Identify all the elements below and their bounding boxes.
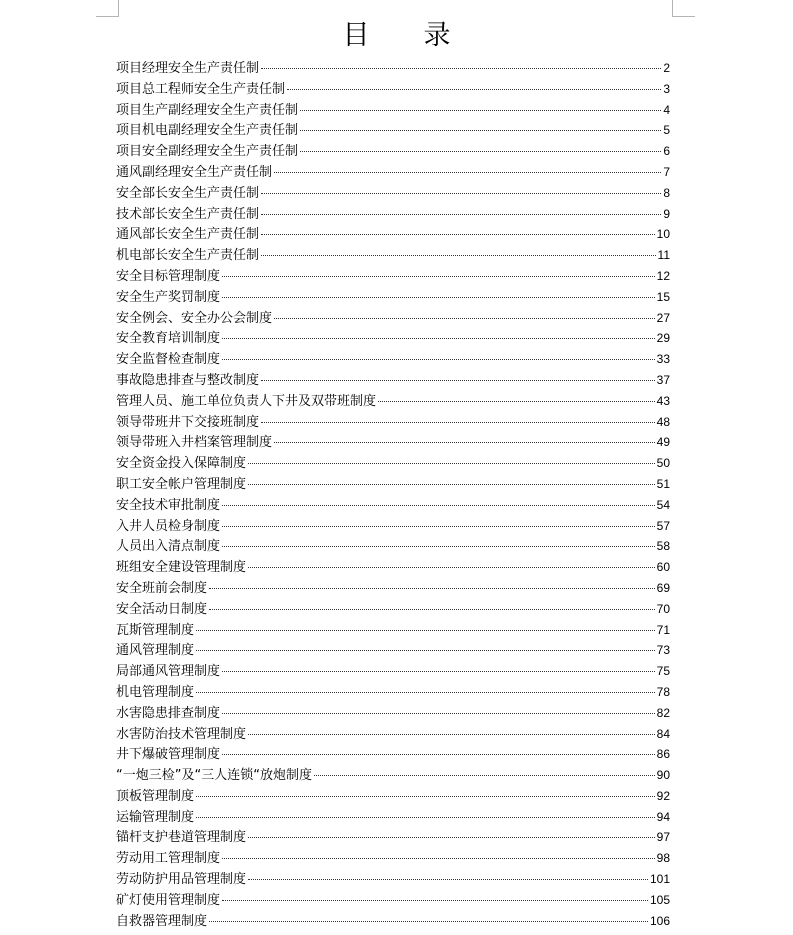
- toc-entry[interactable]: [116, 557, 670, 578]
- toc-entry[interactable]: [116, 162, 670, 183]
- toc-entry-page-number[interactable]: 97: [656, 830, 670, 845]
- toc-entry-title[interactable]: 瓦斯管理制度: [116, 622, 195, 638]
- dot-leader: [248, 484, 655, 485]
- toc-entry-title[interactable]: 水害隐患排查制度: [116, 705, 221, 721]
- toc-entry-page-number[interactable]: 101: [649, 872, 670, 887]
- toc-entry-title[interactable]: 班组安全建设管理制度: [116, 560, 247, 576]
- toc-entry-page-number[interactable]: 5: [663, 123, 670, 138]
- dot-leader: [300, 130, 661, 131]
- toc-entry-page-number[interactable]: 8: [663, 185, 670, 200]
- toc-entry-title[interactable]: 安全目标管理制度: [116, 268, 221, 284]
- toc-entry[interactable]: [116, 869, 670, 890]
- dot-leader: [261, 234, 655, 235]
- toc-entry-page-number[interactable]: 71: [656, 622, 670, 637]
- dot-leader: [261, 255, 656, 256]
- dot-leader: [222, 546, 655, 547]
- toc-entry-title[interactable]: 项目生产副经理安全生产责任制: [116, 102, 299, 118]
- dot-leader: [300, 110, 661, 111]
- dot-leader: [209, 609, 655, 610]
- toc-entry-title[interactable]: 安全部长安全生产责任制: [116, 185, 260, 201]
- toc-entry-title[interactable]: 水害防治技术管理制度: [116, 726, 247, 742]
- toc-entry-page-number[interactable]: 10: [656, 227, 670, 242]
- toc-entry-title[interactable]: 劳动防护用品管理制度: [116, 872, 247, 888]
- toc-entry-title[interactable]: 通风管理制度: [116, 643, 195, 659]
- toc-entry-page-number[interactable]: 98: [656, 851, 670, 866]
- toc-entry-title[interactable]: 安全生产奖罚制度: [116, 289, 221, 305]
- dot-leader: [314, 775, 655, 776]
- toc-entry[interactable]: [116, 328, 670, 349]
- toc-entry-page-number[interactable]: 6: [663, 144, 670, 159]
- toc-entry[interactable]: [116, 786, 670, 807]
- toc-entry-page-number[interactable]: 58: [656, 539, 670, 554]
- toc-entry[interactable]: [116, 100, 670, 121]
- toc-entry-title[interactable]: 安全监督检查制度: [116, 352, 221, 368]
- toc-entry-page-number[interactable]: 94: [656, 809, 670, 824]
- dot-leader: [222, 671, 655, 672]
- toc-entry-page-number[interactable]: 37: [656, 372, 670, 387]
- toc-entry-page-number[interactable]: 75: [656, 664, 670, 679]
- toc-entry-title[interactable]: 通风部长安全生产责任制: [116, 227, 260, 243]
- dot-leader: [261, 380, 655, 381]
- toc-entry[interactable]: [116, 58, 670, 79]
- toc-entry-title[interactable]: 顶板管理制度: [116, 788, 195, 804]
- toc-entry[interactable]: [116, 474, 670, 495]
- toc-entry[interactable]: [116, 827, 670, 848]
- dot-leader: [222, 505, 655, 506]
- dot-leader: [222, 713, 655, 714]
- dot-leader: [196, 650, 655, 651]
- toc-entry-page-number[interactable]: 12: [656, 268, 670, 283]
- toc-entry-page-number[interactable]: 90: [656, 768, 670, 783]
- toc-entry-page-number[interactable]: 4: [663, 102, 670, 117]
- toc-entry-page-number[interactable]: 51: [656, 476, 670, 491]
- toc-entry[interactable]: [116, 911, 670, 932]
- toc-entry[interactable]: [116, 620, 670, 641]
- dot-leader: [222, 754, 655, 755]
- toc-entry-title[interactable]: 领导带班入井档案管理制度: [116, 435, 273, 451]
- toc-entry[interactable]: [116, 703, 670, 724]
- crop-mark-top-right: [672, 0, 695, 17]
- toc-entry[interactable]: [116, 287, 670, 308]
- toc-entry-title[interactable]: 技术部长安全生产责任制: [116, 206, 260, 222]
- toc-entry-page-number[interactable]: 9: [663, 206, 670, 221]
- toc-entry-title[interactable]: 安全资金投入保障制度: [116, 456, 247, 472]
- toc-entry-title[interactable]: 项目安全副经理安全生产责任制: [116, 144, 299, 160]
- toc-entry-page-number[interactable]: 3: [663, 81, 670, 96]
- toc-entry-page-number[interactable]: 43: [656, 393, 670, 408]
- dot-leader: [222, 276, 655, 277]
- dot-leader: [274, 318, 655, 319]
- toc-entry-title[interactable]: “一炮三检”及“三人连锁“放炮制度: [116, 768, 312, 784]
- toc-entry[interactable]: [116, 224, 670, 245]
- toc-entry-title[interactable]: 机电管理制度: [116, 684, 195, 700]
- toc-entry[interactable]: [116, 661, 670, 682]
- dot-leader: [261, 214, 661, 215]
- toc-entry-page-number[interactable]: 29: [656, 331, 670, 346]
- toc-entry-title[interactable]: 项目经理安全生产责任制: [116, 61, 260, 76]
- toc-entry[interactable]: [116, 204, 670, 225]
- toc-entry[interactable]: [116, 807, 670, 828]
- dot-leader: [300, 151, 661, 152]
- toc-entry-title[interactable]: 项目机电副经理安全生产责任制: [116, 123, 299, 139]
- toc-entry-title[interactable]: 安全教育培训制度: [116, 331, 221, 347]
- table-of-contents: [116, 58, 670, 931]
- toc-entry-page-number[interactable]: 84: [656, 726, 670, 741]
- toc-entry-page-number[interactable]: 105: [649, 892, 670, 907]
- toc-entry-page-number[interactable]: 73: [656, 643, 670, 658]
- toc-entry[interactable]: [116, 391, 670, 412]
- toc-entry-title[interactable]: 通风副经理安全生产责任制: [116, 164, 273, 180]
- toc-entry[interactable]: [116, 370, 670, 391]
- dot-leader: [378, 401, 655, 402]
- toc-entry-page-number[interactable]: 54: [656, 497, 670, 512]
- toc-entry-page-number[interactable]: 49: [656, 435, 670, 450]
- toc-entry-page-number[interactable]: 7: [663, 164, 670, 179]
- toc-entry-page-number[interactable]: 82: [656, 705, 670, 720]
- dot-leader: [196, 796, 655, 797]
- toc-entry[interactable]: [116, 141, 670, 162]
- dot-leader: [248, 837, 655, 838]
- dot-leader: [287, 89, 661, 90]
- toc-entry-title[interactable]: 安全活动日制度: [116, 601, 208, 617]
- toc-entry[interactable]: [116, 640, 670, 661]
- crop-mark-top-left: [96, 0, 119, 17]
- toc-entry-title[interactable]: 管理人员、施工单位负责人下井及双带班制度: [116, 393, 377, 409]
- toc-entry-title[interactable]: 安全班前会制度: [116, 580, 208, 596]
- toc-entry[interactable]: [116, 516, 670, 537]
- dot-leader: [261, 193, 661, 194]
- toc-entry[interactable]: [116, 682, 670, 703]
- toc-entry[interactable]: [116, 349, 670, 370]
- toc-entry-title[interactable]: 锚杆支护巷道管理制度: [116, 830, 247, 846]
- dot-leader: [196, 817, 655, 818]
- toc-entry-title[interactable]: 事故隐患排查与整改制度: [116, 372, 260, 388]
- dot-leader: [209, 921, 648, 922]
- dot-leader: [222, 359, 655, 360]
- dot-leader: [248, 463, 655, 464]
- toc-title: 目 录: [342, 20, 451, 51]
- toc-entry[interactable]: [116, 79, 670, 100]
- toc-entry[interactable]: [116, 495, 670, 516]
- toc-entry-page-number[interactable]: 60: [656, 560, 670, 575]
- toc-entry-title[interactable]: 自救器管理制度: [116, 913, 208, 929]
- toc-entry-title[interactable]: 入井人员检身制度: [116, 518, 221, 534]
- toc-entry-title[interactable]: 机电部长安全生产责任制: [116, 248, 260, 264]
- toc-entry[interactable]: [116, 599, 670, 620]
- dot-leader: [248, 567, 655, 568]
- dot-leader: [222, 900, 648, 901]
- toc-entry[interactable]: [116, 890, 670, 911]
- dot-leader: [222, 338, 655, 339]
- dot-leader: [222, 858, 655, 859]
- toc-entry-page-number[interactable]: 57: [656, 518, 670, 533]
- toc-entry-page-number[interactable]: 70: [656, 601, 670, 616]
- dot-leader: [274, 172, 661, 173]
- toc-entry-page-number[interactable]: 92: [656, 788, 670, 803]
- toc-entry[interactable]: [116, 308, 670, 329]
- toc-entry-page-number[interactable]: 15: [656, 289, 670, 304]
- dot-leader: [209, 588, 655, 589]
- toc-entry-page-number[interactable]: 27: [656, 310, 670, 325]
- toc-entry[interactable]: [116, 744, 670, 765]
- toc-entry-title[interactable]: 领导带班井下交接班制度: [116, 414, 260, 430]
- toc-entry[interactable]: [116, 120, 670, 141]
- toc-entry-page-number[interactable]: 69: [656, 580, 670, 595]
- toc-entry-title[interactable]: 局部通风管理制度: [116, 664, 221, 680]
- toc-entry[interactable]: [116, 412, 670, 433]
- toc-entry-title[interactable]: 人员出入清点制度: [116, 539, 221, 555]
- toc-entry[interactable]: [116, 432, 670, 453]
- toc-entry-page-number[interactable]: 106: [649, 913, 670, 928]
- dot-leader: [261, 422, 655, 423]
- toc-entry-title[interactable]: 安全技术审批制度: [116, 497, 221, 513]
- toc-entry[interactable]: [116, 266, 670, 287]
- toc-entry-title[interactable]: 矿灯使用管理制度: [116, 892, 221, 908]
- toc-entry[interactable]: [116, 765, 670, 786]
- toc-entry[interactable]: [116, 724, 670, 745]
- toc-entry[interactable]: [116, 578, 670, 599]
- toc-entry-title[interactable]: 职工安全帐户管理制度: [116, 476, 247, 492]
- toc-entry-page-number[interactable]: 50: [656, 456, 670, 471]
- toc-entry-title[interactable]: 运输管理制度: [116, 809, 195, 825]
- dot-leader: [261, 68, 661, 69]
- toc-entry[interactable]: [116, 848, 670, 869]
- dot-leader: [274, 442, 655, 443]
- toc-entry-title[interactable]: 井下爆破管理制度: [116, 747, 221, 763]
- toc-entry-page-number[interactable]: 86: [656, 747, 670, 762]
- dot-leader: [248, 879, 648, 880]
- toc-entry-title[interactable]: 劳动用工管理制度: [116, 851, 221, 867]
- dot-leader: [196, 630, 655, 631]
- toc-entry-page-number[interactable]: 11: [657, 248, 670, 263]
- toc-entry-page-number[interactable]: 2: [663, 61, 670, 75]
- toc-entry[interactable]: [116, 453, 670, 474]
- toc-entry-title[interactable]: 安全例会、安全办公会制度: [116, 310, 273, 326]
- toc-entry-page-number[interactable]: 78: [656, 684, 670, 699]
- toc-entry-title[interactable]: 项目总工程师安全生产责任制: [116, 81, 286, 97]
- dot-leader: [248, 734, 655, 735]
- toc-entry[interactable]: [116, 536, 670, 557]
- dot-leader: [196, 692, 655, 693]
- toc-entry[interactable]: [116, 183, 670, 204]
- dot-leader: [222, 297, 655, 298]
- dot-leader: [222, 526, 655, 527]
- toc-entry-page-number[interactable]: 48: [656, 414, 670, 429]
- toc-entry[interactable]: [116, 245, 670, 266]
- toc-entry-page-number[interactable]: 33: [656, 352, 670, 367]
